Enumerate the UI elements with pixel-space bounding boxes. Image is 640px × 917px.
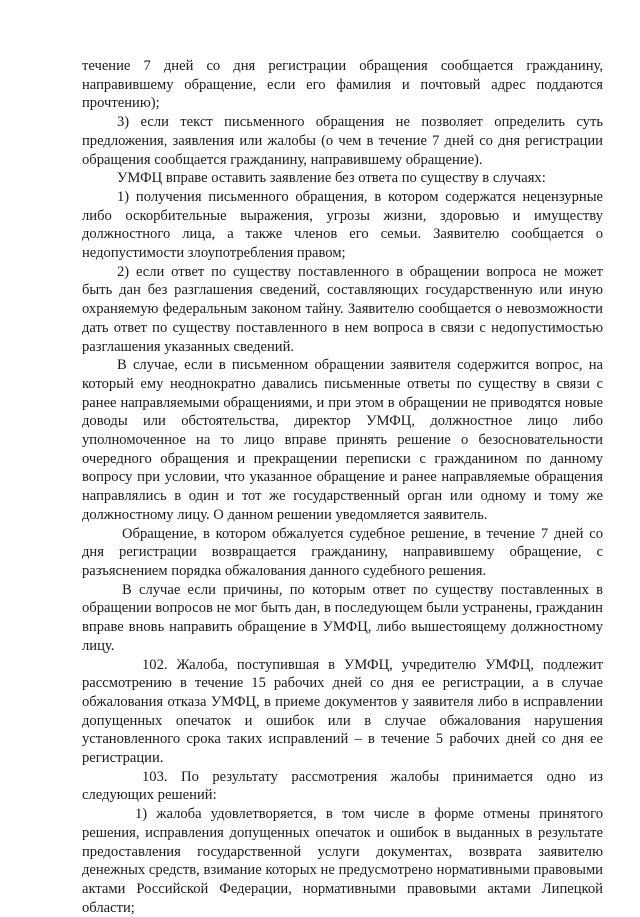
paragraph-case-1: 1) получения письменного обращения, в котором содержатся нецензурные либо оскорбительные выражения, угрозы жизни, здоровью и имуществу должностного лица, а также членов его семьи. Заявителю сообщается о недопустимости злоупотребления правом; [82, 188, 603, 262]
paragraph-notification-continuation: течение 7 дней со дня регистрации обращения сообщается гражданину, направившему обращение, если его фамилия и почтовый адрес поддаются прочтению); [82, 58, 603, 112]
paragraph-item-3: 3) если текст письменного обращения не позволяет определить суть предложения, заявления или жалобы (о чем в течение 7 дней со дня регистрации обращения сообщается гражданину, направившему обращение). [82, 114, 603, 168]
paragraph-no-answer-cases: УМФЦ вправе оставить заявление без ответа по существу в случаях: [117, 170, 546, 187]
paragraph-103: 103. По результату рассмотрения жалобы принимается одно из следующих решений: [82, 768, 603, 804]
paragraph-102: 102. Жалоба, поступившая в УМФЦ, учредителю УМФЦ, подлежит рассмотрению в течение 15 рабочих дней со дня ее регистрации, а в случае обжалования отказа УМФЦ, в приеме документов у заявителя либо в исправлении допущенных опечаток и ошибок или в случае обжалования нарушения установленного срока таких исправлений – в течение 5 рабочих дней со дня ее регистрации. [82, 656, 603, 767]
document-body [82, 57, 603, 917]
paragraph-decision-1: 1) жалоба удовлетворяется, в том числе в форме отмены принятого решения, исправления допущенных опечаток и ошибок в выданных в результате предоставления государственной услуги документах, возврата заявителю денежных средств, взимание которых не предусмотрено нормативными правовыми актами Российской Федерации, нормативными правовыми актами Липецкой области; [82, 806, 603, 916]
paragraph-case-2: 2) если ответ по существу поставленного в обращении вопроса не может быть дан без разглашения сведений, составляющих государственную или иную охраняемую федеральным законом тайну. Заявителю сообщается о невозможности дать ответ по существу поставленного в нем вопроса в связи с недопустимостью разглашения указанных сведений. [82, 263, 603, 355]
paragraph-reasons-removed: В случае если причины, по которым ответ по существу поставленных в обращении вопросов не мог быть дан, в последующем были устранены, гражданин вправе вновь направить обращение в УМФЦ, либо вышестоящему должностному лицу. [82, 581, 603, 654]
paragraph-court-decision: Обращение, в котором обжалуется судебное решение, в течение 7 дней со дня регистрации возвращается гражданину, направившему обращение, с разъяснением порядка обжалования данного судебного решения. [82, 525, 603, 579]
paragraph-repeated-appeals: В случае, если в письменном обращении заявителя содержится вопрос, на который ему неоднократно давались письменные ответы по существу в связи с ранее направляемыми обращениями, и при этом в обращении не приводятся новые доводы или обстоятельства, директор УМФЦ, должностное лицо либо уполномоченное на то лицо вправе принять решение о безосновательности очередного обращения и прекращении переписки с гражданином по данному вопросу при условии, что указанное обращение и ранее направляемые обращения направлялись в один и тот же государственный орган или одному и тому же должностному лицу. О данном решении уведомляется заявитель. [82, 357, 603, 523]
